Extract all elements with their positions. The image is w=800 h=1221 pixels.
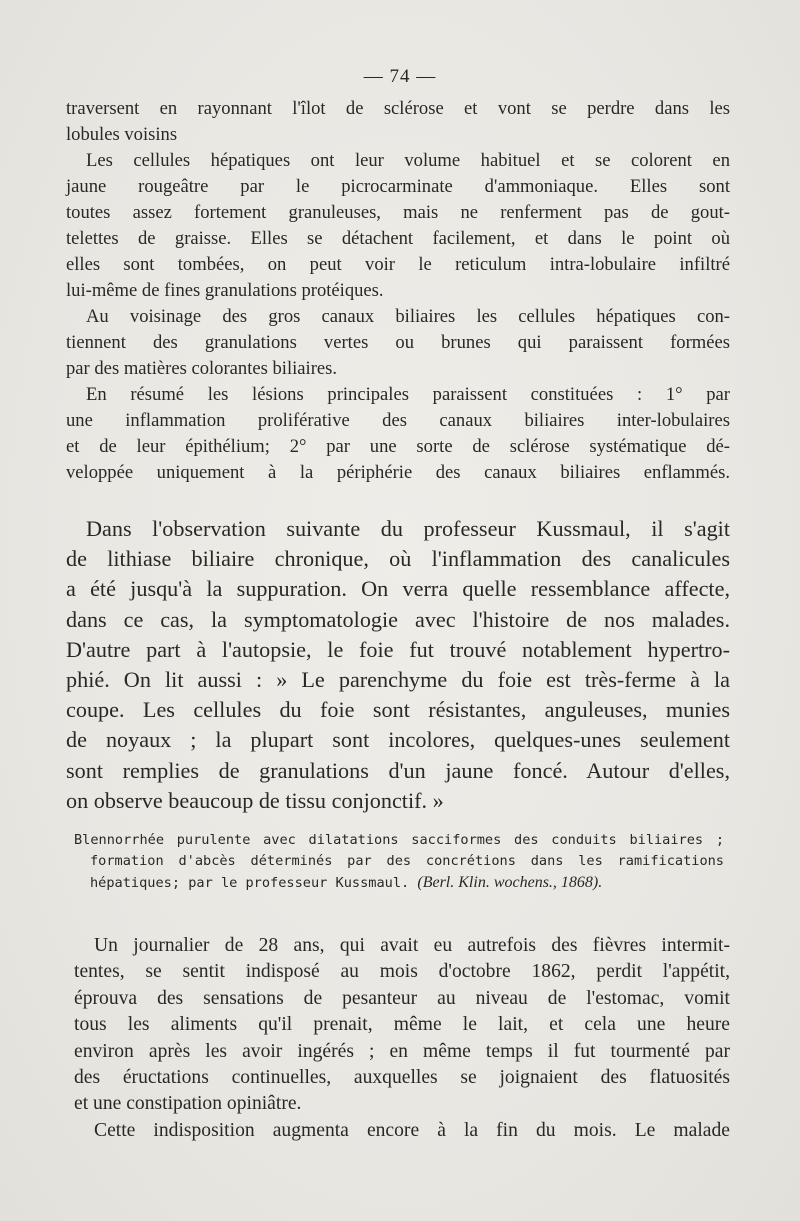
text-line: coupe. Les cellules du foie sont résistantes, anguleuses, munies	[66, 697, 730, 723]
text-line: éprouva des sensations de pesanteur au niveau de l'estomac, vomit	[74, 987, 730, 1009]
text-line: a été jusqu'à la suppuration. On verra quelle ressemblance affecte,	[66, 576, 730, 602]
text-line: Cette indisposition augmenta encore à la fin du mois. Le malade	[94, 1119, 730, 1141]
citation: (Berl. Klin. wochens., 1868).	[417, 874, 603, 891]
heading-line	[74, 872, 724, 894]
text-line: des éructations continuelles, auxquelles se joignaient des flatuosités	[74, 1067, 730, 1089]
text-line: une inflammation proliférative des canaux biliaires inter-lobulaires	[66, 410, 730, 431]
heading-text: hépatiques; par le professeur Kussmaul.	[90, 875, 410, 891]
text-line: de noyaux ; la plupart sont incolores, quelques-unes seulement	[66, 727, 730, 753]
text-line: lui-même de fines granulations protéiques.	[66, 280, 384, 301]
text-line: lobules voisins	[66, 124, 178, 145]
observation-heading	[74, 830, 724, 894]
text-line: par des matières colorantes biliaires.	[66, 358, 338, 379]
text-line: veloppée uniquement à la périphérie des canaux biliaires enflammés.	[66, 462, 730, 483]
text-line: En résumé les lésions principales paraissent constituées : 1° par	[86, 384, 730, 405]
text-line: elles sont tombées, on peut voir le reticulum intra-lobulaire infiltré	[66, 254, 730, 275]
kussmaul-quote	[66, 514, 730, 816]
text-line: environ après les avoir ingérés ; en même temps il fut tourmenté par	[74, 1040, 730, 1062]
case-description	[74, 933, 730, 1144]
text-line: tiennent des granulations vertes ou brunes qui paraissent formées	[66, 332, 730, 353]
text-line: tous les aliments qu'il prenait, même le lait, et cela une heure	[74, 1014, 730, 1036]
text-line: telettes de graisse. Elles se détachent facilement, et dans le point où	[66, 228, 730, 249]
page-number: — 74 —	[363, 66, 437, 87]
text-line: traversent en rayonnant l'îlot de sclérose et vont se perdre dans les	[66, 98, 730, 119]
text-line: dans ce cas, la symptomatologie avec l'histoire de nos malades.	[66, 606, 730, 632]
heading-line: formation d'abcès déterminés par des concrétions dans les ramifications	[90, 853, 724, 869]
text-line: phié. On lit aussi : » Le parenchyme du foie est très-ferme à la	[66, 667, 730, 693]
heading-line: Blennorrhée purulente avec dilatations sacciformes des conduits biliaires ;	[74, 832, 724, 848]
text-line: Au voisinage des gros canaux biliaires les cellules hépatiques con-	[86, 306, 730, 327]
text-line: Un journalier de 28 ans, qui avait eu autrefois des fièvres intermit-	[94, 935, 730, 956]
text-line: on observe beaucoup de tissu conjonctif. »	[66, 787, 444, 813]
text-line: Les cellules hépatiques ont leur volume habituel et se colorent en	[86, 150, 730, 171]
text-line: Dans l'observation suivante du professeur Kussmaul, il s'agit	[86, 516, 730, 541]
text-line: et de leur épithélium; 2° par une sorte de sclérose systématique dé-	[66, 436, 730, 457]
text-line: et une constipation opiniâtre.	[74, 1093, 302, 1115]
text-line: toutes assez fortement granuleuses, mais ne renferment pas de gout-	[66, 202, 730, 223]
text-line: D'autre part à l'autopsie, le foie fut trouvé notablement hypertro-	[66, 636, 730, 662]
text-line: de lithiase biliaire chronique, où l'inflammation des canalicules	[66, 546, 730, 572]
text-line: jaune rougeâtre par le picrocarminate d'ammoniaque. Elles sont	[66, 176, 730, 197]
text-line: sont remplies de granulations d'un jaune foncé. Autour d'elles,	[66, 757, 730, 783]
intro-paragraphs	[66, 96, 730, 486]
text-line: tentes, se sentit indisposé au mois d'octobre 1862, perdit l'appétit,	[74, 961, 730, 983]
